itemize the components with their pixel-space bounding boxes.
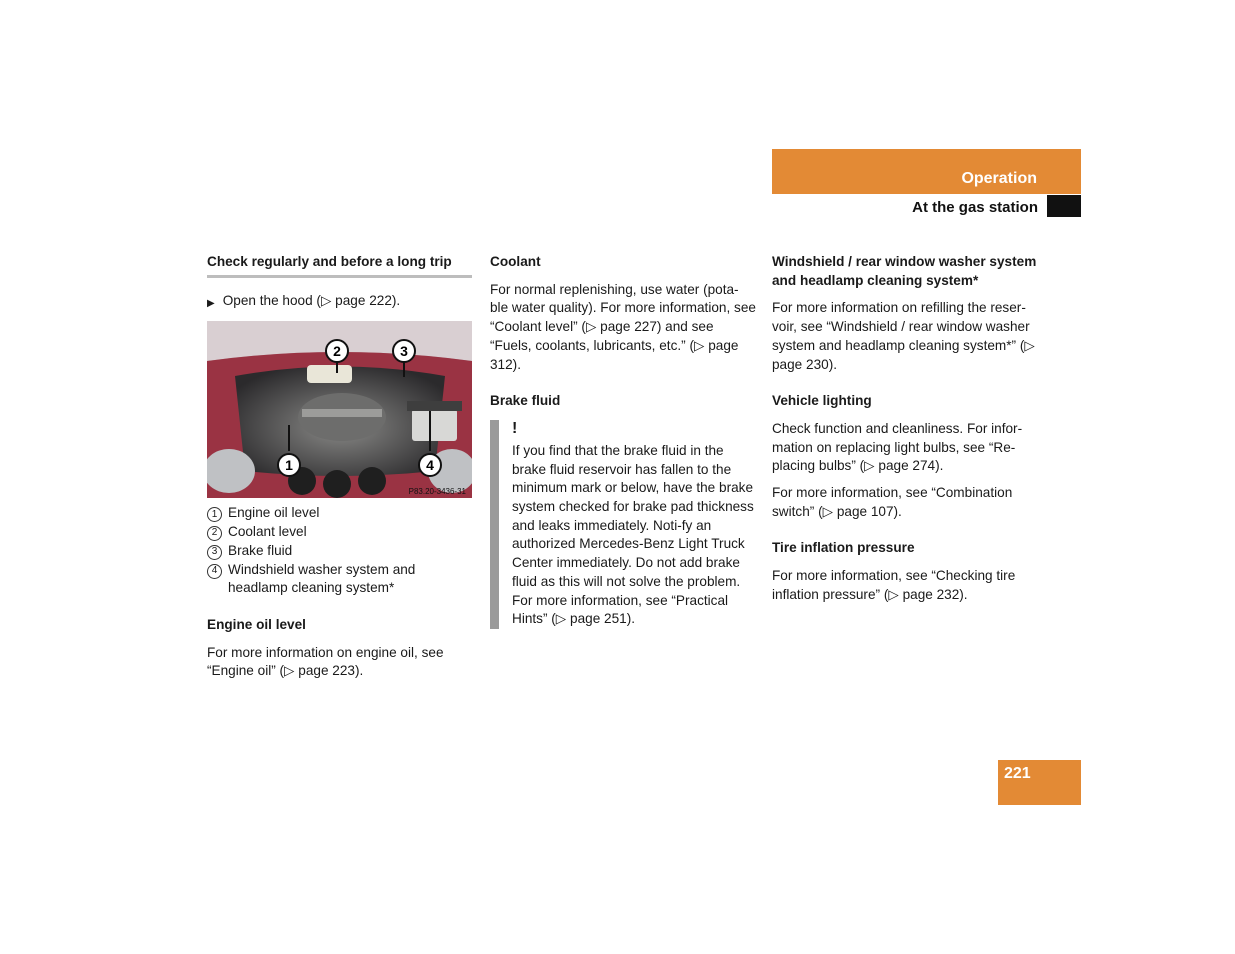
legend-item: 4 Windshield washer system and headlamp cleaning system* (207, 561, 472, 598)
washer-heading: Windshield / rear window washer system and headlamp cleaning system* (772, 254, 1037, 288)
warning-text: If you find that the brake fluid in the brake fluid reservoir has fallen to the minimum mark or below, have the brake system checked for brake pad thickness and leaks immediately. Noti-fy an authorized Mercedes-Benz Light Truck Center immediately. Do not add brake fluid as this will not solve the problem. For more information, see “Practical Hints” (▷ page 251). (512, 442, 754, 627)
brake-fluid-heading: Brake fluid (490, 393, 561, 409)
lighting-heading: Vehicle lighting (772, 393, 872, 409)
legend-item: 3 Brake fluid (207, 542, 472, 561)
section-marker (1047, 195, 1081, 217)
column-left (207, 253, 472, 689)
step-text: Open the hood (▷ page 222). (222, 292, 401, 308)
section-heading: Check regularly and before a long trip (207, 253, 472, 278)
coolant-heading: Coolant (490, 254, 541, 269)
lighting-text-2: For more information, see “Combination switch” (▷ page 107). (772, 485, 1013, 519)
chapter-header-bar (772, 149, 1081, 194)
lighting-text: Check function and cleanliness. For infor-mation on replacing light bulbs, see “Re-placing bulbs” (▷ page 274). (772, 420, 1023, 474)
bullet-triangle-icon: ▶ (207, 297, 215, 309)
warning-bar (490, 420, 499, 629)
svg-text:4: 4 (426, 457, 434, 474)
callout-4 (419, 454, 441, 476)
photo-reference: P83.20-3436-31 (408, 487, 466, 497)
engine-compartment-photo (207, 321, 472, 498)
warning-box (490, 420, 756, 629)
callout-2 (326, 340, 348, 362)
chapter-title: Operation (961, 170, 1037, 187)
washer-text: For more information on refilling the reser-voir, see “Windshield / rear window washer system and headlamp cleaning system*” (▷ page 230). (772, 300, 1035, 372)
callout-3 (393, 340, 415, 362)
tire-heading: Tire inflation pressure (772, 540, 915, 556)
callout-1 (278, 454, 300, 476)
page-number: 221 (1004, 765, 1031, 782)
svg-text:3: 3 (400, 343, 408, 360)
engine-oil-text: For more information on engine oil, see “Engine oil” (▷ page 223). (207, 644, 444, 679)
step-item (207, 292, 472, 314)
page-number-box (998, 760, 1081, 805)
legend-item: 1 Engine oil level (207, 504, 472, 523)
legend-list (207, 504, 472, 598)
svg-text:1: 1 (285, 457, 293, 474)
column-middle (490, 253, 756, 637)
svg-text:2: 2 (333, 343, 341, 360)
engine-oil-heading: Engine oil level (207, 616, 306, 632)
tire-text: For more information, see “Checking tire inflation pressure” (▷ page 232). (772, 568, 1016, 602)
section-title: At the gas station (912, 199, 1038, 216)
column-right (772, 253, 1040, 613)
warning-icon: ! (512, 419, 518, 437)
legend-item: 2 Coolant level (207, 523, 472, 542)
coolant-text: For normal replenishing, use water (pota-ble water quality). For more information, see “Coolant level” (▷ page 227) and see “Fuels, coolants, lubricants, etc.” (▷ page 312). (490, 281, 756, 372)
